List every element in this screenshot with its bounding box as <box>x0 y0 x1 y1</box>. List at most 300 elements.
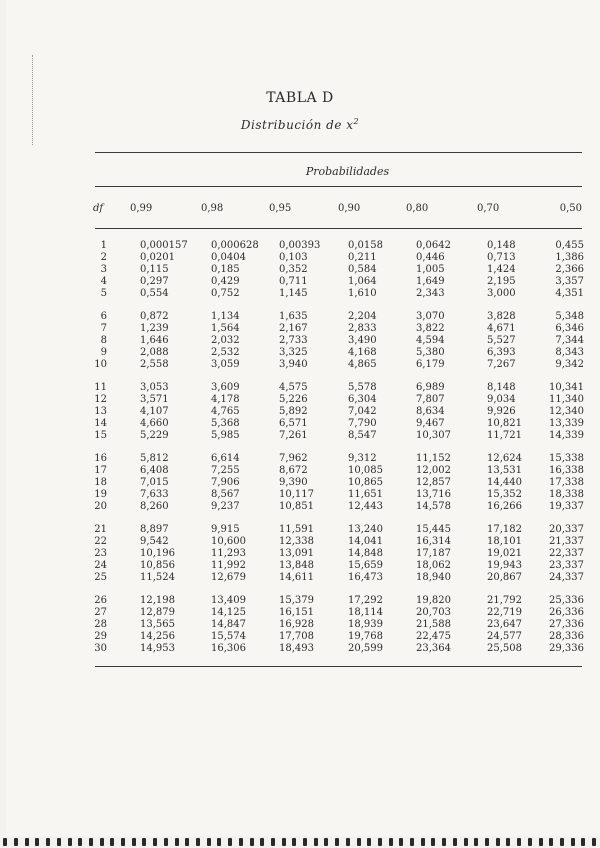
table-cell: 13,409 <box>211 595 246 606</box>
table-cell: 9,312 <box>348 453 377 464</box>
spiral-ring <box>14 838 18 846</box>
spiral-ring <box>57 838 61 846</box>
table-cell: 11,293 <box>211 548 246 559</box>
table-cell: 19,820 <box>416 595 451 606</box>
table-cell: 8,260 <box>140 501 169 512</box>
spiral-ring <box>496 838 500 846</box>
table-cell: 2,167 <box>279 323 308 334</box>
spiral-ring <box>132 838 136 846</box>
table-cell: 19,021 <box>487 548 522 559</box>
spiral-ring <box>314 838 318 846</box>
table-cell: 3,822 <box>416 323 445 334</box>
table-cell: 4,765 <box>211 406 240 417</box>
table-cell: 28,336 <box>549 631 584 642</box>
probability-header: 0,90 <box>338 203 361 214</box>
table-cell: 0,429 <box>211 276 240 287</box>
table-cell: 16,473 <box>348 572 383 583</box>
table-cell: 0,352 <box>279 264 308 275</box>
table-cell: 14,440 <box>487 477 522 488</box>
table-cell: 10,085 <box>348 465 383 476</box>
table-cell: 5,226 <box>279 394 308 405</box>
table-cell: 2,833 <box>348 323 377 334</box>
table-cell: 15,659 <box>348 560 383 571</box>
table-cell: 19,768 <box>348 631 383 642</box>
table-cell: 14,578 <box>416 501 451 512</box>
df-value: 3 <box>100 264 107 275</box>
table-cell: 15,379 <box>279 595 314 606</box>
spiral-ring <box>303 838 307 846</box>
table-cell: 9,542 <box>140 536 169 547</box>
table-cell: 1,239 <box>140 323 169 334</box>
table-cell: 3,490 <box>348 335 377 346</box>
table-cell: 0,584 <box>348 264 377 275</box>
spiral-ring <box>335 838 339 846</box>
probability-header: 0,70 <box>477 203 500 214</box>
table-cell: 0,000157 <box>140 240 188 251</box>
table-cell: 18,338 <box>549 489 584 500</box>
table-cell: 0,00393 <box>279 240 321 251</box>
table-cell: 4,865 <box>348 359 377 370</box>
table-cell: 10,341 <box>549 382 584 393</box>
table-cell: 0,115 <box>140 264 169 275</box>
table-cell: 6,179 <box>416 359 445 370</box>
table-cell: 1,386 <box>555 252 584 263</box>
table-cell: 3,059 <box>211 359 240 370</box>
spiral-ring <box>517 838 521 846</box>
table-cell: 6,408 <box>140 465 169 476</box>
table-cell: 10,851 <box>279 501 314 512</box>
table-cell: 1,635 <box>279 311 308 322</box>
table-cell: 1,005 <box>416 264 445 275</box>
table-cell: 2,195 <box>487 276 516 287</box>
spiral-ring <box>250 838 254 846</box>
table-cell: 3,609 <box>211 382 240 393</box>
table-cell: 3,053 <box>140 382 169 393</box>
table-cell: 14,256 <box>140 631 175 642</box>
table-cell: 10,856 <box>140 560 175 571</box>
table-cell: 15,338 <box>549 453 584 464</box>
table-cell: 9,342 <box>555 359 584 370</box>
table-cell: 0,872 <box>140 311 169 322</box>
table-cell: 14,041 <box>348 536 383 547</box>
table-cell: 2,366 <box>555 264 584 275</box>
probability-header: 0,80 <box>406 203 429 214</box>
table-cell: 1,064 <box>348 276 377 287</box>
spiral-ring <box>324 838 328 846</box>
table-cell: 13,091 <box>279 548 314 559</box>
table-cell: 12,338 <box>279 536 314 547</box>
table-cell: 3,571 <box>140 394 169 405</box>
spiral-ring <box>25 838 29 846</box>
table-cell: 14,125 <box>211 607 246 618</box>
spiral-ring <box>142 838 146 846</box>
table-cell: 6,571 <box>279 418 308 429</box>
table-cell: 5,985 <box>211 430 240 441</box>
spiral-ring <box>399 838 403 846</box>
df-value: 8 <box>100 335 107 346</box>
table-cell: 15,445 <box>416 524 451 535</box>
table-cell: 1,424 <box>487 264 516 275</box>
table-cell: 25,508 <box>487 643 522 654</box>
spiral-ring <box>292 838 296 846</box>
table-cell: 2,032 <box>211 335 240 346</box>
table-cell: 18,939 <box>348 619 383 630</box>
table-cell: 0,0158 <box>348 240 383 251</box>
spiral-ring <box>78 838 82 846</box>
table-cell: 0,0201 <box>140 252 175 263</box>
spiral-ring <box>271 838 275 846</box>
table-cell: 3,940 <box>279 359 308 370</box>
table-cell: 14,953 <box>140 643 175 654</box>
table-cell: 8,343 <box>555 347 584 358</box>
table-cell: 0,000628 <box>211 240 259 251</box>
spiral-ring <box>68 838 72 846</box>
table-cell: 2,532 <box>211 347 240 358</box>
table-cell: 0,148 <box>487 240 516 251</box>
df-value: 19 <box>94 489 107 500</box>
spiral-ring <box>442 838 446 846</box>
table-cell: 22,337 <box>549 548 584 559</box>
spiral-ring <box>100 838 104 846</box>
table-cell: 4,671 <box>487 323 516 334</box>
table-cell: 12,679 <box>211 572 246 583</box>
table-subtitle <box>0 117 600 132</box>
table-cell: 24,577 <box>487 631 522 642</box>
spiral-ring <box>528 838 532 846</box>
table-cell: 14,848 <box>348 548 383 559</box>
df-value: 23 <box>94 548 107 559</box>
table-cell: 5,892 <box>279 406 308 417</box>
table-cell: 8,897 <box>140 524 169 535</box>
table-title: TABLA D <box>266 90 334 106</box>
table-cell: 12,002 <box>416 465 451 476</box>
table-cell: 15,352 <box>487 489 522 500</box>
table-cell: 16,314 <box>416 536 451 547</box>
df-value: 11 <box>94 382 107 393</box>
spiral-ring <box>421 838 425 846</box>
table-cell: 7,344 <box>555 335 584 346</box>
table-cell: 11,152 <box>416 453 451 464</box>
table-cell: 4,107 <box>140 406 169 417</box>
table-cell: 10,117 <box>279 489 314 500</box>
table-cell: 25,336 <box>549 595 584 606</box>
spiral-ring <box>35 838 39 846</box>
subtitle-text: Distribución de x <box>240 118 354 132</box>
df-value: 18 <box>94 477 107 488</box>
spiral-ring <box>175 838 179 846</box>
table-cell: 7,015 <box>140 477 169 488</box>
table-cell: 7,807 <box>416 394 445 405</box>
spiral-ring <box>164 838 168 846</box>
table-cell: 8,672 <box>279 465 308 476</box>
table-cell: 14,339 <box>549 430 584 441</box>
table-cell: 2,733 <box>279 335 308 346</box>
probability-header: 0,98 <box>201 203 224 214</box>
table-cell: 13,565 <box>140 619 175 630</box>
table-cell: 18,940 <box>416 572 451 583</box>
table-cell: 6,989 <box>416 382 445 393</box>
table-cell: 16,338 <box>549 465 584 476</box>
spiral-ring <box>346 838 350 846</box>
table-cell: 15,574 <box>211 631 246 642</box>
table-cell: 2,088 <box>140 347 169 358</box>
table-cell: 1,610 <box>348 288 377 299</box>
spiral-ring <box>89 838 93 846</box>
table-cell: 1,145 <box>279 288 308 299</box>
header-rule <box>95 186 582 187</box>
table-cell: 4,351 <box>555 288 584 299</box>
table-cell: 0,0404 <box>211 252 246 263</box>
df-value: 1 <box>100 240 107 251</box>
df-value: 20 <box>94 501 107 512</box>
table-cell: 20,337 <box>549 524 584 535</box>
table-cell: 17,187 <box>416 548 451 559</box>
table-cell: 13,531 <box>487 465 522 476</box>
spiral-ring <box>389 838 393 846</box>
table-cell: 5,812 <box>140 453 169 464</box>
table-cell: 13,339 <box>549 418 584 429</box>
table-cell: 14,611 <box>279 572 314 583</box>
spiral-binding <box>0 836 600 848</box>
df-value: 27 <box>94 607 107 618</box>
df-value: 13 <box>94 406 107 417</box>
table-cell: 19,943 <box>487 560 522 571</box>
table-cell: 17,292 <box>348 595 383 606</box>
df-value: 7 <box>100 323 107 334</box>
table-cell: 11,651 <box>348 489 383 500</box>
spiral-ring <box>282 838 286 846</box>
table-cell: 2,204 <box>348 311 377 322</box>
spiral-ring <box>539 838 543 846</box>
df-value: 29 <box>94 631 107 642</box>
table-cell: 21,792 <box>487 595 522 606</box>
table-cell: 13,716 <box>416 489 451 500</box>
spiral-ring <box>3 838 7 846</box>
table-cell: 9,467 <box>416 418 445 429</box>
df-value: 26 <box>94 595 107 606</box>
spiral-ring <box>581 838 585 846</box>
table-cell: 16,306 <box>211 643 246 654</box>
table-cell: 10,600 <box>211 536 246 547</box>
table-cell: 16,151 <box>279 607 314 618</box>
table-cell: 4,594 <box>416 335 445 346</box>
table-cell: 5,380 <box>416 347 445 358</box>
table-cell: 18,114 <box>348 607 383 618</box>
df-value: 14 <box>94 418 107 429</box>
table-cell: 23,364 <box>416 643 451 654</box>
table-cell: 10,196 <box>140 548 175 559</box>
table-cell: 0,0642 <box>416 240 451 251</box>
table-cell: 17,182 <box>487 524 522 535</box>
spiral-ring <box>571 838 575 846</box>
table-cell: 12,624 <box>487 453 522 464</box>
spiral-ring <box>592 838 596 846</box>
subtitle-superscript: 2 <box>353 117 360 126</box>
table-cell: 4,168 <box>348 347 377 358</box>
table-cell: 5,229 <box>140 430 169 441</box>
bottom-rule <box>95 666 582 667</box>
table-cell: 5,527 <box>487 335 516 346</box>
table-cell: 18,493 <box>279 643 314 654</box>
spiral-ring <box>464 838 468 846</box>
table-cell: 9,390 <box>279 477 308 488</box>
table-cell: 5,368 <box>211 418 240 429</box>
table-cell: 22,719 <box>487 607 522 618</box>
table-cell: 16,928 <box>279 619 314 630</box>
table-cell: 0,752 <box>211 288 240 299</box>
table-cell: 10,821 <box>487 418 522 429</box>
table-cell: 11,524 <box>140 572 175 583</box>
spiral-ring <box>431 838 435 846</box>
table-cell: 7,267 <box>487 359 516 370</box>
table-cell: 20,703 <box>416 607 451 618</box>
table-cell: 0,103 <box>279 252 308 263</box>
table-cell: 0,211 <box>348 252 377 263</box>
table-cell: 4,660 <box>140 418 169 429</box>
table-cell: 8,634 <box>416 406 445 417</box>
spiral-ring <box>121 838 125 846</box>
table-cell: 1,649 <box>416 276 445 287</box>
probabilities-header: Probabilidades <box>305 165 390 178</box>
table-cell: 13,848 <box>279 560 314 571</box>
spiral-ring <box>196 838 200 846</box>
table-cell: 3,070 <box>416 311 445 322</box>
df-value: 6 <box>100 311 107 322</box>
table-cell: 8,148 <box>487 382 516 393</box>
table-cell: 22,475 <box>416 631 451 642</box>
df-value: 28 <box>94 619 107 630</box>
spiral-ring <box>474 838 478 846</box>
spiral-ring <box>378 838 382 846</box>
table-cell: 7,790 <box>348 418 377 429</box>
table-cell: 24,337 <box>549 572 584 583</box>
table-cell: 7,255 <box>211 465 240 476</box>
table-cell: 6,346 <box>555 323 584 334</box>
table-cell: 5,578 <box>348 382 377 393</box>
table-cell: 3,000 <box>487 288 516 299</box>
spiral-ring <box>485 838 489 846</box>
probability-header: 0,99 <box>130 203 153 214</box>
df-header: df <box>92 203 104 214</box>
probability-header: 0,95 <box>269 203 292 214</box>
table-cell: 3,828 <box>487 311 516 322</box>
table-cell: 7,962 <box>279 453 308 464</box>
table-cell: 9,926 <box>487 406 516 417</box>
spiral-ring <box>239 838 243 846</box>
df-value: 9 <box>100 347 107 358</box>
table-cell: 18,062 <box>416 560 451 571</box>
spiral-ring <box>207 838 211 846</box>
table-cell: 8,567 <box>211 489 240 500</box>
spiral-ring <box>410 838 414 846</box>
table-cell: 1,134 <box>211 311 240 322</box>
table-cell: 11,992 <box>211 560 246 571</box>
table-cell: 9,237 <box>211 501 240 512</box>
table-cell: 27,336 <box>549 619 584 630</box>
table-cell: 1,646 <box>140 335 169 346</box>
table-cell: 2,558 <box>140 359 169 370</box>
table-cell: 21,588 <box>416 619 451 630</box>
df-value: 12 <box>94 394 107 405</box>
column-header-rule <box>95 228 582 229</box>
table-cell: 7,261 <box>279 430 308 441</box>
table-cell: 13,240 <box>348 524 383 535</box>
spiral-ring <box>506 838 510 846</box>
table-cell: 12,857 <box>416 477 451 488</box>
table-cell: 20,867 <box>487 572 522 583</box>
table-cell: 12,443 <box>348 501 383 512</box>
spiral-ring <box>549 838 553 846</box>
spiral-ring <box>228 838 232 846</box>
table-cell: 12,198 <box>140 595 175 606</box>
df-value: 15 <box>94 430 107 441</box>
table-cell: 8,547 <box>348 430 377 441</box>
table-cell: 10,307 <box>416 430 451 441</box>
table-cell: 12,340 <box>549 406 584 417</box>
table-cell: 0,713 <box>487 252 516 263</box>
table-cell: 9,915 <box>211 524 240 535</box>
df-value: 17 <box>94 465 107 476</box>
table-cell: 20,599 <box>348 643 383 654</box>
df-value: 5 <box>100 288 107 299</box>
table-cell: 0,554 <box>140 288 169 299</box>
df-value: 25 <box>94 572 107 583</box>
table-cell: 9,034 <box>487 394 516 405</box>
table-cell: 26,336 <box>549 607 584 618</box>
df-value: 16 <box>94 453 107 464</box>
spiral-ring <box>560 838 564 846</box>
top-rule <box>95 152 582 153</box>
table-cell: 14,847 <box>211 619 246 630</box>
table-cell: 17,708 <box>279 631 314 642</box>
spiral-ring <box>453 838 457 846</box>
table-cell: 0,297 <box>140 276 169 287</box>
table-cell: 17,338 <box>549 477 584 488</box>
spiral-ring <box>217 838 221 846</box>
df-value: 10 <box>94 359 107 370</box>
spiral-ring <box>46 838 50 846</box>
table-cell: 29,336 <box>549 643 584 654</box>
table-cell: 4,178 <box>211 394 240 405</box>
df-value: 30 <box>94 643 107 654</box>
table-cell: 19,337 <box>549 501 584 512</box>
table-cell: 23,647 <box>487 619 522 630</box>
table-cell: 7,633 <box>140 489 169 500</box>
table-cell: 11,340 <box>549 394 584 405</box>
df-value: 24 <box>94 560 107 571</box>
table-cell: 6,614 <box>211 453 240 464</box>
table-cell: 2,343 <box>416 288 445 299</box>
table-cell: 6,393 <box>487 347 516 358</box>
table-cell: 10,865 <box>348 477 383 488</box>
table-cell: 18,101 <box>487 536 522 547</box>
df-value: 2 <box>100 252 107 263</box>
spiral-ring <box>110 838 114 846</box>
probability-header: 0,50 <box>559 203 582 214</box>
table-cell: 21,337 <box>549 536 584 547</box>
table-cell: 1,564 <box>211 323 240 334</box>
table-cell: 11,721 <box>487 430 522 441</box>
spiral-ring <box>357 838 361 846</box>
spiral-ring <box>185 838 189 846</box>
spiral-ring <box>260 838 264 846</box>
table-cell: 0,446 <box>416 252 445 263</box>
table-cell: 5,348 <box>555 311 584 322</box>
spiral-ring <box>153 838 157 846</box>
table-cell: 0,455 <box>555 240 584 251</box>
table-cell: 6,304 <box>348 394 377 405</box>
table-cell: 12,879 <box>140 607 175 618</box>
